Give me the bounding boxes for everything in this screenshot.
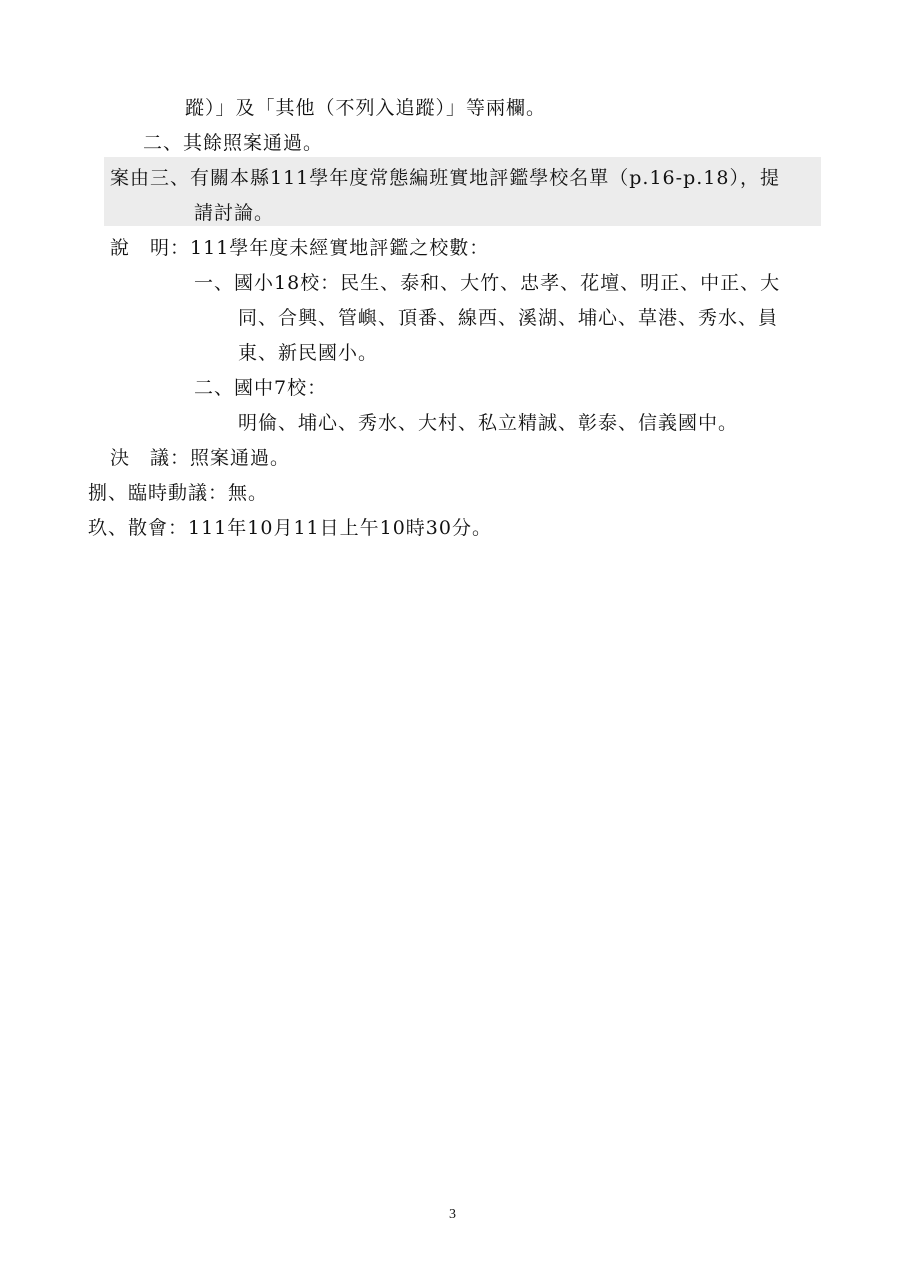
description-label: 說 明： xyxy=(110,237,191,259)
junior-high-schools: 明倫、埔心、秀水、大村、私立精誠、彰泰、信義國中。 xyxy=(238,412,739,434)
description-text: 111學年度未經實地評鑑之校數： xyxy=(190,237,490,259)
elementary-schools-line1: 一、國小18校：民生、泰和、大竹、忠孝、花壇、明正、中正、大 xyxy=(194,272,781,294)
resolution-label: 決 議： xyxy=(110,447,191,469)
case-three-heading: 案由三、有關本縣111學年度常態編班實地評鑑學校名單（p.16-p.18），提 xyxy=(110,167,780,189)
resolution-row xyxy=(110,446,290,470)
junior-high-heading: 二、國中7校： xyxy=(194,377,328,399)
description-row xyxy=(110,236,489,260)
case-three-heading-cont: 請討論。 xyxy=(194,202,275,224)
adjournment: 玖、散會：111年10月11日上午10時30分。 xyxy=(88,517,492,539)
elementary-schools-line3: 東、新民國小。 xyxy=(238,342,379,364)
elementary-schools-line2: 同、合興、管嶼、頂番、線西、溪湖、埔心、草港、秀水、員 xyxy=(238,307,779,329)
other-items-passed: 二、其餘照案通過。 xyxy=(143,132,324,154)
page-number: 3 xyxy=(449,1207,456,1222)
continued-line: 蹤）」及「其他（不列入追蹤）」等兩欄。 xyxy=(185,97,547,119)
ad-hoc-motion: 捌、臨時動議：無。 xyxy=(88,482,269,504)
resolution-text: 照案通過。 xyxy=(190,447,291,469)
